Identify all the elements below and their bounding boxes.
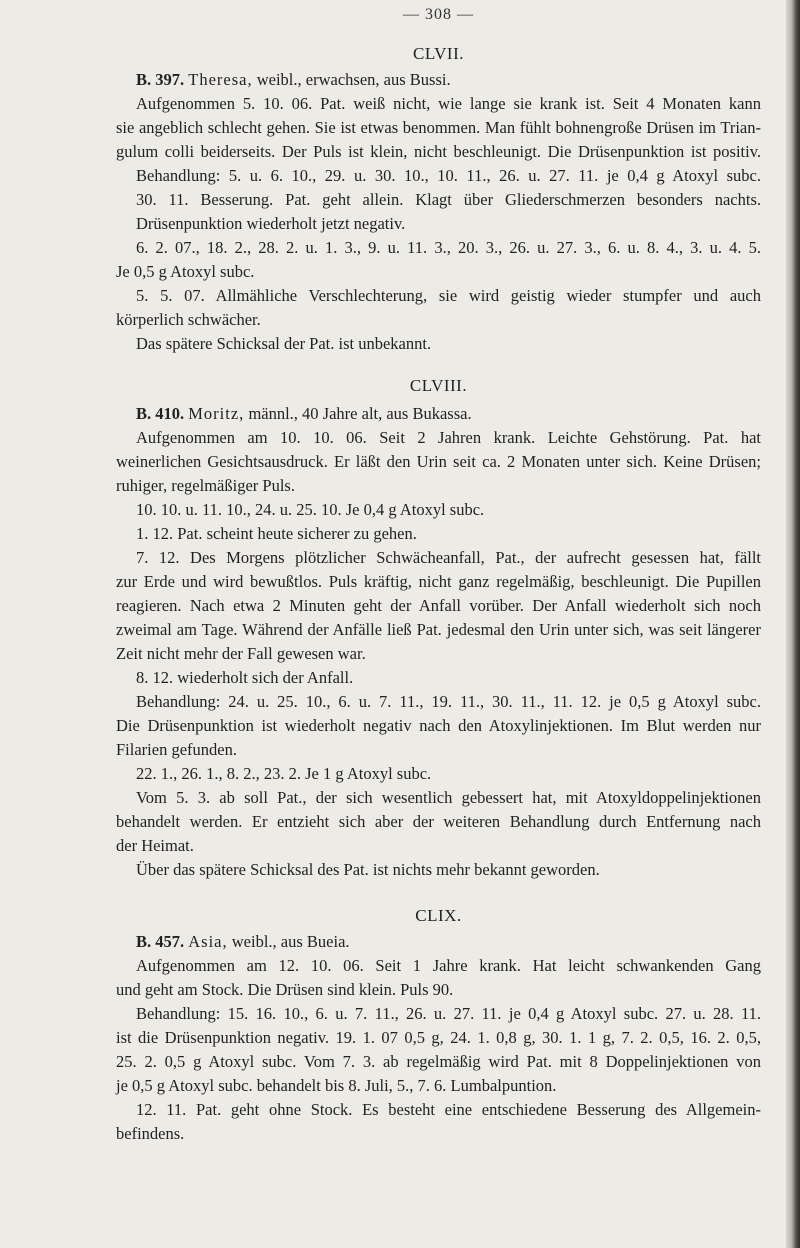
text-line: Aufgenommen am 12. 10. 06. Seit 1 Jahre krank. Hat leicht schwankenden Gang bbox=[136, 956, 761, 975]
text-line: zur Erde und wird bewußtlos. Puls kräftig, nicht ganz regelmäßig, beschleunigt. Die Pupillen bbox=[116, 572, 761, 591]
text-line: 10. 10. u. 11. 10., 24. u. 25. 10. Je 0,4 g Atoxyl subc. bbox=[136, 500, 485, 519]
text-line: 6. 2. 07., 18. 2., 28. 2. u. 1. 3., 9. u. 11. 3., 20. 3., 26. u. 27. 3., 6. u. 8. 4., 3. u. 4. 5. bbox=[136, 238, 761, 257]
book-spine-shadow bbox=[786, 0, 800, 1248]
text-line: Vom 5. 3. ab soll Pat., der sich wesentlich gebessert hat, mit Atoxyldoppelinjektionen bbox=[136, 788, 761, 807]
text-line: Aufgenommen 5. 10. 06. Pat. weiß nicht, wie lange sie krank ist. Seit 4 Monaten kann bbox=[136, 94, 761, 113]
text-line: Die Drüsenpunktion ist wiederholt negativ nach den Atoxylinjektionen. Im Blut werden nur bbox=[116, 716, 761, 735]
patient-name: Moritz, bbox=[188, 404, 245, 423]
text-line: und geht am Stock. Die Drüsen sind klein. Puls 90. bbox=[116, 980, 454, 999]
patient-name: Theresa, bbox=[188, 70, 253, 89]
case-id: B. 457. bbox=[136, 932, 185, 951]
section-title-clviii: CLVIII. bbox=[409, 376, 468, 395]
text-line: Aufgenommen am 10. 10. 06. Seit 2 Jahren krank. Leichte Gehstörung. Pat. hat bbox=[136, 428, 761, 447]
patient-name: Asia, bbox=[188, 932, 228, 951]
text-line: Je 0,5 g Atoxyl subc. bbox=[116, 262, 255, 281]
text-line: 5. 5. 07. Allmähliche Verschlechterung, sie wird geistig wieder stumpfer und auch bbox=[136, 286, 761, 305]
case-intro: weibl., erwachsen, aus Bussi. bbox=[256, 70, 451, 89]
text-line: 12. 11. Pat. geht ohne Stock. Es besteht eine entschiedene Besserung des Allgemein- bbox=[136, 1100, 761, 1119]
text-line: sie angeblich schlecht gehen. Sie ist etwas benommen. Man fühlt bohnengroße Drüsen im Trian- bbox=[116, 118, 761, 137]
text-line: reagieren. Nach etwa 2 Minuten geht der Anfall vorüber. Der Anfall wiederholt sich noch bbox=[116, 596, 761, 615]
text-line: Behandlung: 15. 16. 10., 6. u. 7. 11., 26. u. 27. 11. je 0,4 g Atoxyl subc. 27. u. 28. 11. bbox=[136, 1004, 761, 1023]
page-number: — 308 — bbox=[403, 6, 474, 23]
text-line: der Heimat. bbox=[116, 836, 194, 855]
text-line: Behandlung: 5. u. 6. 10., 29. u. 30. 10., 10. 11., 26. u. 27. 11. je 0,4 g Atoxyl subc. bbox=[136, 166, 761, 185]
text-line: 30. 11. Besserung. Pat. geht allein. Klagt über Gliederschmerzen besonders nachts. bbox=[136, 190, 761, 209]
text-line: Filarien gefunden. bbox=[116, 740, 237, 759]
text-line: ruhiger, regelmäßiger Puls. bbox=[116, 476, 295, 495]
text-line: ist die Drüsenpunktion negativ. 19. 1. 07 0,5 g, 24. 1. 0,8 g, 30. 1. 1 g, 7. 2. 0,5, 16. 2. 0,5, bbox=[116, 1028, 761, 1047]
case-intro: weibl., aus Bueia. bbox=[231, 932, 350, 951]
case-header-clix bbox=[116, 932, 761, 952]
case-intro: männl., 40 Jahre alt, aus Bukassa. bbox=[248, 404, 472, 423]
text-line: 25. 2. 0,5 g Atoxyl subc. Vom 7. 3. ab regelmäßig wird Pat. mit 8 Doppelinjektionen von bbox=[116, 1052, 761, 1071]
text-line: 7. 12. Des Morgens plötzlicher Schwächeanfall, Pat., der aufrecht gesessen hat, fällt bbox=[136, 548, 761, 567]
text-line: Drüsenpunktion wiederholt jetzt negativ. bbox=[136, 214, 406, 233]
text-line: behandelt werden. Er entzieht sich aber der weiteren Behandlung durch Entfernung nach bbox=[116, 812, 761, 831]
text-line: 22. 1., 26. 1., 8. 2., 23. 2. Je 1 g Atoxyl subc. bbox=[136, 764, 432, 783]
text-line: Das spätere Schicksal der Pat. ist unbekannt. bbox=[136, 334, 432, 353]
text-line: 8. 12. wiederholt sich der Anfall. bbox=[136, 668, 354, 687]
text-line: weinerlichen Gesichtsausdruck. Er läßt den Urin seit ca. 2 Monaten unter sich. Keine Drüsen; bbox=[116, 452, 761, 471]
text-line: je 0,5 g Atoxyl subc. behandelt bis 8. Juli, 5., 7. 6. Lumbalpuntion. bbox=[116, 1076, 557, 1095]
text-line: befindens. bbox=[116, 1124, 185, 1143]
text-line: Zeit nicht mehr der Fall gewesen war. bbox=[116, 644, 366, 663]
text-line: zweimal am Tage. Während der Anfälle ließ Pat. jedesmal den Urin unter sich, was seit längerer bbox=[116, 620, 761, 639]
case-header-clviii bbox=[116, 404, 761, 424]
text-line: Behandlung: 24. u. 25. 10., 6. u. 7. 11., 19. 11., 30. 11., 11. 12. je 0,5 g Atoxyl subc. bbox=[136, 692, 761, 711]
text-line: 1. 12. Pat. scheint heute sicherer zu gehen. bbox=[136, 524, 417, 543]
section-title-clix: CLIX. bbox=[415, 906, 462, 925]
case-id: B. 410. bbox=[136, 404, 185, 423]
section-title-clvii: CLVII. bbox=[412, 44, 464, 63]
text-line: körperlich schwächer. bbox=[116, 310, 261, 329]
case-header-clvii bbox=[116, 70, 761, 90]
text-line: gulum colli beiderseits. Der Puls ist klein, nicht beschleunigt. Die Drüsenpunktion ist positiv. bbox=[116, 142, 761, 161]
text-line: Über das spätere Schicksal des Pat. ist nichts mehr bekannt geworden. bbox=[136, 860, 600, 879]
case-id: B. 397. bbox=[136, 70, 185, 89]
